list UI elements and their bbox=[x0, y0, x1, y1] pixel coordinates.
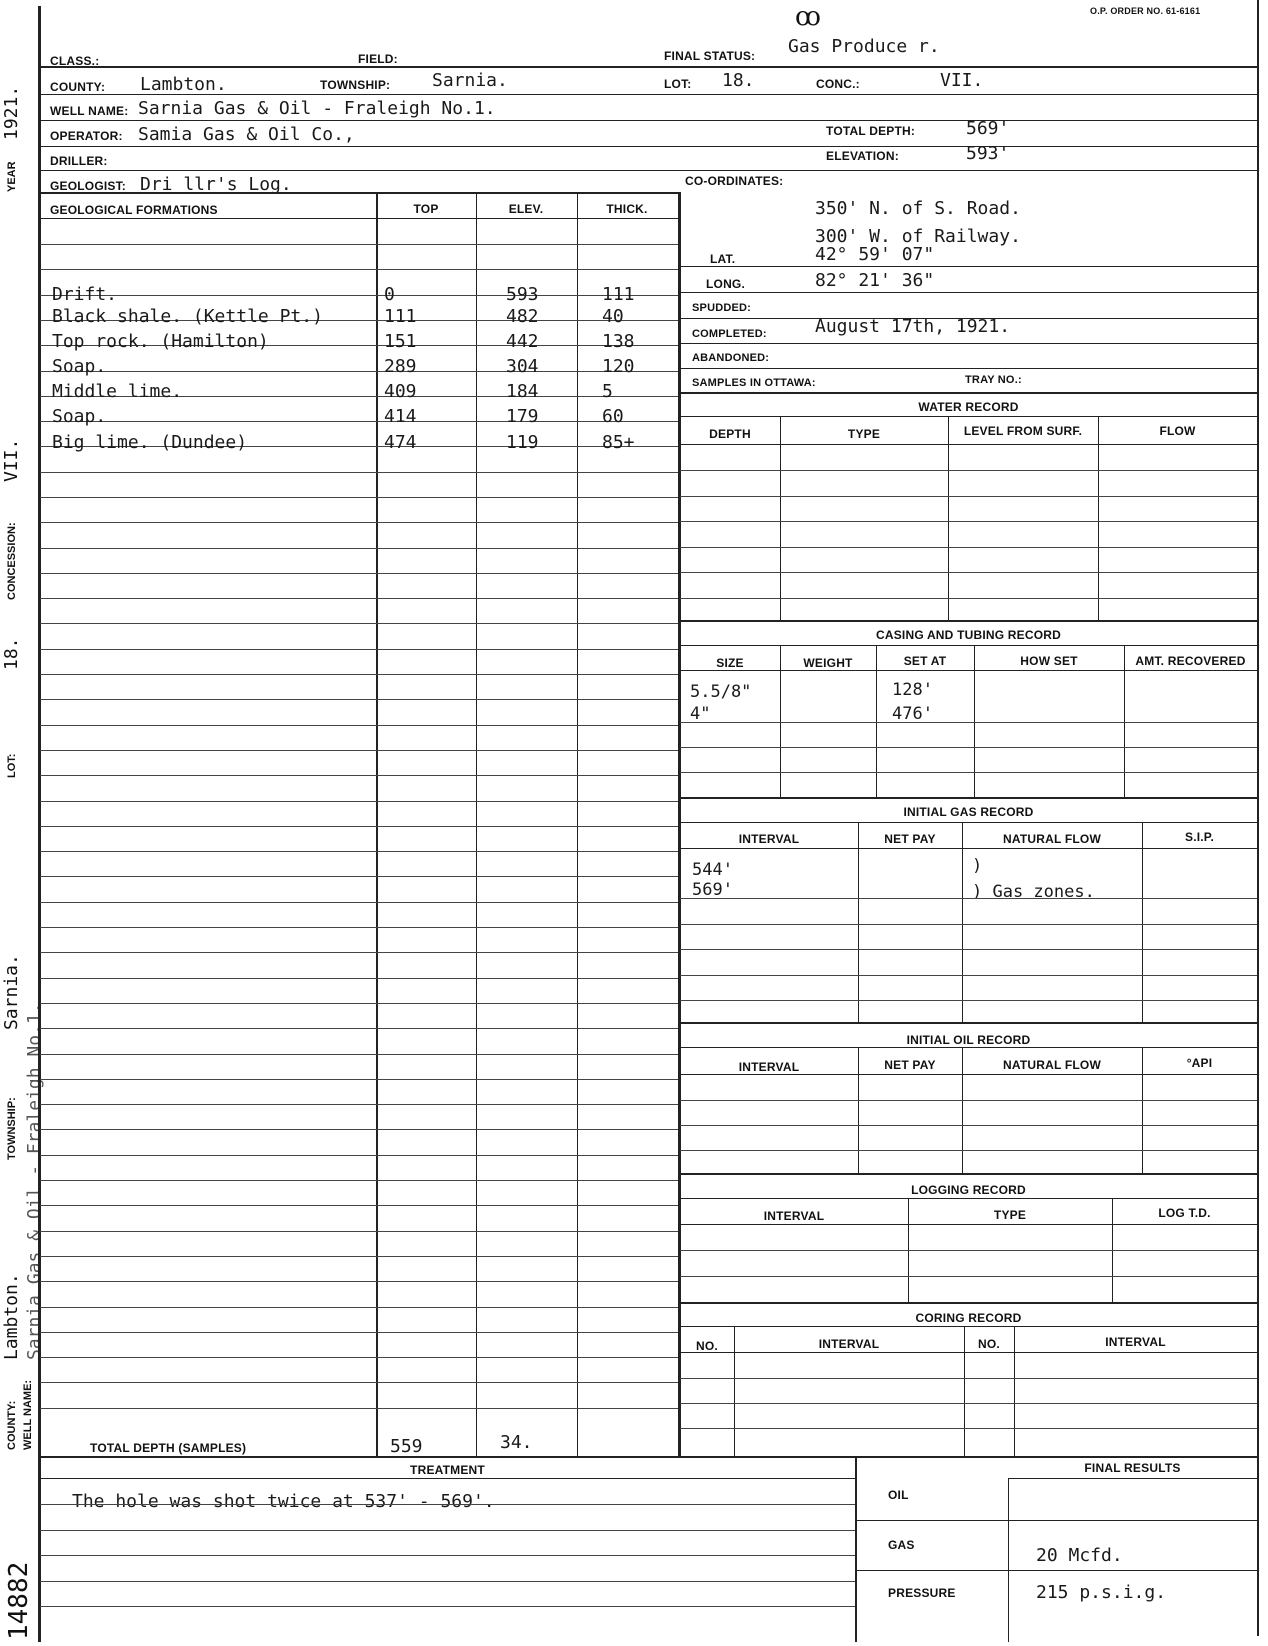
col-rule bbox=[1008, 1478, 1009, 1642]
ruled-line bbox=[680, 1276, 1257, 1277]
formation-top: 151 bbox=[384, 331, 417, 352]
rule bbox=[680, 416, 1257, 417]
col-rule bbox=[1142, 1047, 1143, 1173]
formation-elev: 593 bbox=[506, 284, 539, 305]
total-depth-value: 569' bbox=[966, 118, 1010, 139]
lat-label: LAT. bbox=[710, 252, 736, 266]
formations-elev-header: ELEV. bbox=[508, 202, 544, 216]
formation-elev: 184 bbox=[506, 381, 539, 402]
formations-header: GEOLOGICAL FORMATIONS bbox=[50, 203, 218, 217]
rule bbox=[680, 848, 1257, 849]
formation-top: 409 bbox=[384, 381, 417, 402]
col-rule bbox=[678, 192, 681, 1456]
ruled-line bbox=[40, 598, 678, 599]
formation-thick: 5 bbox=[602, 381, 613, 402]
coring-interval2-header: INTERVAL bbox=[1105, 1335, 1166, 1349]
formation-elev: 482 bbox=[506, 306, 539, 327]
ruled-line bbox=[40, 1231, 678, 1232]
ruled-line bbox=[680, 496, 1257, 497]
coring-no-header: NO. bbox=[696, 1339, 718, 1353]
ruled-line bbox=[680, 924, 1257, 925]
gas-sip-header: S.I.P. bbox=[1185, 830, 1214, 844]
oil-api-header: °API bbox=[1186, 1056, 1213, 1070]
ruled-line bbox=[40, 472, 678, 473]
final-results-title: FINAL RESULTS bbox=[1084, 1461, 1181, 1475]
col-rule bbox=[780, 416, 781, 620]
final-gas-label: GAS bbox=[888, 1538, 915, 1552]
casing-size: 5.5/8" bbox=[690, 682, 752, 702]
water-flow-header: FLOW bbox=[1159, 424, 1196, 438]
oil-flow-header: NATURAL FLOW bbox=[1003, 1058, 1101, 1072]
col-rule bbox=[962, 822, 963, 1022]
coring-no2-header: NO. bbox=[978, 1337, 1000, 1351]
conc-value: VII. bbox=[940, 70, 984, 91]
ruled-line bbox=[680, 1250, 1257, 1251]
casing-record-title: CASING AND TUBING RECORD bbox=[875, 628, 1062, 642]
county-label: COUNTY: bbox=[50, 80, 106, 94]
ruled-line bbox=[680, 1150, 1257, 1151]
margin-well-label: WELL NAME: bbox=[22, 1379, 34, 1450]
rule bbox=[680, 444, 1257, 445]
rule bbox=[40, 146, 1257, 147]
rule bbox=[680, 392, 1257, 394]
col-rule bbox=[948, 416, 949, 620]
formations-top-header: TOP bbox=[413, 202, 439, 216]
ruled-line bbox=[40, 952, 678, 953]
rule bbox=[1008, 1478, 1257, 1479]
formation-top: 0 bbox=[384, 284, 395, 305]
water-depth-header: DEPTH bbox=[709, 427, 751, 441]
margin-concession-value: VII. bbox=[1, 438, 22, 482]
col-rule bbox=[734, 1326, 735, 1456]
casing-size: 4" bbox=[690, 704, 711, 724]
well-name-value: Sarnia Gas & Oil - Fraleigh No.1. bbox=[138, 98, 496, 119]
margin-lot-label: LOT: bbox=[6, 753, 18, 778]
ruled-line bbox=[40, 775, 678, 776]
rule bbox=[680, 1224, 1257, 1225]
gas-netpay-header: NET PAY bbox=[884, 832, 936, 846]
formation-name: Big lime. (Dundee) bbox=[52, 432, 248, 453]
geologist-value: Dri llr's Log. bbox=[140, 174, 292, 195]
ruled-line bbox=[680, 521, 1257, 522]
ruled-line bbox=[40, 1530, 855, 1531]
ruled-line bbox=[680, 572, 1257, 573]
completed-label: COMPLETED: bbox=[692, 328, 767, 340]
final-status-label: FINAL STATUS: bbox=[664, 49, 756, 63]
elevation-label: ELEVATION: bbox=[826, 149, 899, 163]
ruled-line bbox=[40, 1281, 678, 1282]
margin-file-number: 14882 bbox=[4, 1561, 34, 1640]
header-rule bbox=[40, 66, 1257, 68]
ruled-line bbox=[40, 750, 678, 751]
ruled-line bbox=[40, 1028, 678, 1029]
township-value: Sarnia. bbox=[432, 70, 508, 91]
ruled-line bbox=[40, 269, 678, 270]
ruled-line bbox=[40, 623, 678, 624]
final-status-value: Gas Produce r. bbox=[788, 36, 940, 57]
ruled-line bbox=[680, 1100, 1257, 1101]
rule bbox=[680, 266, 1257, 267]
ruled-line bbox=[680, 722, 1257, 723]
margin-well-value: Sarnia Gas & Oil - Fraleigh No.1. bbox=[24, 1002, 45, 1360]
margin-concession-label: CONCESSION: bbox=[6, 522, 18, 600]
margin-lot-value: 18. bbox=[1, 637, 22, 670]
operator-value: Samia Gas & Oil Co., bbox=[138, 124, 355, 145]
ruled-line bbox=[40, 1003, 678, 1004]
ruled-line bbox=[40, 497, 678, 498]
formation-name: Black shale. (Kettle Pt.) bbox=[52, 306, 323, 327]
rule bbox=[680, 343, 1257, 344]
rule bbox=[40, 1478, 855, 1479]
casing-howset-header: HOW SET bbox=[1020, 654, 1078, 668]
logo-symbol: ꝏ bbox=[795, 2, 821, 32]
ruled-line bbox=[40, 1256, 678, 1257]
gas-interval-header: INTERVAL bbox=[738, 832, 800, 846]
total-depth-samples-label: TOTAL DEPTH (SAMPLES) bbox=[90, 1441, 247, 1455]
ruled-line bbox=[680, 598, 1257, 599]
rule bbox=[680, 368, 1257, 369]
oil-record-title: INITIAL OIL RECORD bbox=[906, 1033, 1031, 1047]
ruled-line bbox=[40, 1357, 678, 1358]
logging-td-header: LOG T.D. bbox=[1158, 1206, 1211, 1220]
ruled-line bbox=[40, 573, 678, 574]
margin-year-label: YEAR bbox=[6, 161, 18, 192]
gas-flow-header: NATURAL FLOW bbox=[1003, 832, 1101, 846]
casing-setat-header: SET AT bbox=[903, 654, 947, 668]
ruled-line bbox=[680, 1403, 1257, 1404]
elevation-value: 593' bbox=[966, 143, 1010, 164]
rule bbox=[680, 620, 1257, 622]
treatment-title: TREATMENT bbox=[410, 1463, 485, 1477]
rule bbox=[855, 1570, 1257, 1571]
oil-interval-header: INTERVAL bbox=[738, 1060, 800, 1074]
col-rule bbox=[1142, 822, 1143, 1022]
ruled-line bbox=[40, 371, 678, 372]
driller-label: DRILLER: bbox=[50, 154, 108, 168]
ruled-line bbox=[40, 1079, 678, 1080]
ruled-line bbox=[40, 522, 678, 523]
col-rule bbox=[855, 1456, 857, 1642]
total-depth-samples-elev: 34. bbox=[500, 1432, 533, 1453]
rule bbox=[40, 218, 680, 219]
ruled-line bbox=[40, 725, 678, 726]
ruled-line bbox=[40, 1205, 678, 1206]
ruled-line bbox=[40, 902, 678, 903]
ruled-line bbox=[680, 772, 1257, 773]
township-label: TOWNSHIP: bbox=[320, 78, 391, 92]
casing-size-header: SIZE bbox=[716, 656, 744, 670]
order-number: O.P. ORDER NO. 61-6161 bbox=[1090, 6, 1201, 16]
gas-record-title: INITIAL GAS RECORD bbox=[903, 805, 1034, 819]
formation-elev: 442 bbox=[506, 331, 539, 352]
ruled-line bbox=[40, 1155, 678, 1156]
ruled-line bbox=[680, 1000, 1257, 1001]
abandoned-label: ABANDONED: bbox=[692, 352, 770, 364]
water-level-header: LEVEL FROM SURF. bbox=[963, 424, 1083, 438]
margin-township-value: Sarnia. bbox=[1, 954, 22, 1030]
coring-interval-header: INTERVAL bbox=[818, 1337, 880, 1351]
rule bbox=[680, 1074, 1257, 1075]
margin-county-label: COUNTY: bbox=[6, 1400, 18, 1450]
gas-interval: 569' bbox=[692, 880, 733, 900]
final-gas-value: 20 Mcfd. bbox=[1036, 1545, 1123, 1566]
conc-label: CONC.: bbox=[816, 77, 860, 91]
water-type-header: TYPE bbox=[847, 427, 881, 441]
col-rule bbox=[577, 192, 578, 1456]
final-oil-label: OIL bbox=[888, 1488, 909, 1502]
rule bbox=[680, 645, 1257, 646]
formation-top: 289 bbox=[384, 356, 417, 377]
formation-top: 111 bbox=[384, 306, 417, 327]
lot-value: 18. bbox=[722, 70, 755, 91]
final-pressure-value: 215 p.s.i.g. bbox=[1036, 1582, 1167, 1603]
rule bbox=[40, 94, 1257, 95]
ruled-line bbox=[40, 1180, 678, 1181]
samples-label: SAMPLES IN OTTAWA: bbox=[692, 377, 816, 389]
col-rule bbox=[858, 1047, 859, 1173]
formation-thick: 120 bbox=[602, 356, 635, 377]
gas-interval: 544' bbox=[692, 860, 733, 880]
logging-record-title: LOGGING RECORD bbox=[911, 1183, 1026, 1197]
rule bbox=[40, 1456, 1257, 1458]
total-depth-samples-top: 559 bbox=[390, 1436, 423, 1457]
ruled-line bbox=[40, 1332, 678, 1333]
ruled-line bbox=[40, 295, 678, 296]
rule bbox=[855, 1520, 1257, 1521]
coordinates-line-1: 350' N. of S. Road. bbox=[815, 198, 1021, 219]
operator-label: OPERATOR: bbox=[50, 129, 123, 143]
lat-value: 42° 59' 07" bbox=[815, 244, 935, 265]
rule bbox=[680, 1173, 1257, 1175]
water-record-title: WATER RECORD bbox=[918, 400, 1019, 414]
formation-thick: 40 bbox=[602, 306, 624, 327]
right-border bbox=[1257, 0, 1259, 1636]
col-rule bbox=[964, 1326, 965, 1456]
col-rule bbox=[376, 192, 378, 1456]
ruled-line bbox=[40, 927, 678, 928]
formation-elev: 304 bbox=[506, 356, 539, 377]
rule bbox=[680, 292, 1257, 293]
ruled-line bbox=[40, 548, 678, 549]
formation-thick: 138 bbox=[602, 331, 635, 352]
rule bbox=[40, 192, 680, 194]
rule bbox=[680, 1326, 1257, 1327]
ruled-line bbox=[680, 747, 1257, 748]
ruled-line bbox=[680, 898, 1257, 899]
completed-value: August 17th, 1921. bbox=[815, 316, 1011, 337]
ruled-line bbox=[40, 1504, 855, 1505]
casing-set-at: 128' bbox=[892, 680, 933, 700]
margin-year-value: 1921. bbox=[1, 85, 22, 140]
ruled-line bbox=[40, 851, 678, 852]
rule bbox=[680, 797, 1257, 799]
ruled-line bbox=[40, 978, 678, 979]
ruled-line bbox=[40, 1382, 678, 1383]
formation-name: Soap. bbox=[52, 356, 107, 377]
county-value: Lambton. bbox=[140, 74, 227, 95]
col-rule bbox=[780, 645, 781, 797]
margin-county-value: Lambton. bbox=[1, 1273, 22, 1360]
geologist-label: GEOLOGIST: bbox=[50, 179, 127, 193]
oil-netpay-header: NET PAY bbox=[884, 1058, 936, 1072]
margin-township-label: TOWNSHIP: bbox=[6, 1097, 18, 1160]
ruled-line bbox=[40, 826, 678, 827]
field-label: FIELD: bbox=[358, 52, 398, 66]
casing-set-at: 476' bbox=[892, 704, 933, 724]
ruled-line bbox=[40, 244, 678, 245]
ruled-line bbox=[40, 1104, 678, 1105]
total-depth-label: TOTAL DEPTH: bbox=[826, 124, 916, 138]
ruled-line bbox=[40, 649, 678, 650]
col-rule bbox=[476, 192, 477, 1456]
coordinates-line-2: 300' W. of Railway. bbox=[815, 226, 1021, 247]
lot-label: LOT: bbox=[664, 77, 692, 91]
coring-record-title: CORING RECORD bbox=[915, 1311, 1022, 1325]
logging-type-header: TYPE bbox=[993, 1208, 1027, 1222]
formation-name: Soap. bbox=[52, 406, 107, 427]
gas-flow: ) Gas zones. bbox=[972, 882, 1095, 902]
gas-flow: ) bbox=[972, 856, 983, 876]
formation-top: 414 bbox=[384, 406, 417, 427]
rule bbox=[680, 1022, 1257, 1024]
ruled-line bbox=[40, 1606, 855, 1607]
ruled-line bbox=[40, 1408, 678, 1409]
formation-elev: 179 bbox=[506, 406, 539, 427]
ruled-line bbox=[680, 547, 1257, 548]
ruled-line bbox=[40, 421, 678, 422]
final-pressure-label: PRESSURE bbox=[888, 1586, 956, 1600]
long-value: 82° 21' 36" bbox=[815, 270, 935, 291]
formation-thick: 111 bbox=[602, 284, 635, 305]
ruled-line bbox=[40, 1307, 678, 1308]
ruled-line bbox=[680, 1125, 1257, 1126]
long-label: LONG. bbox=[706, 277, 745, 291]
formation-top: 474 bbox=[384, 432, 417, 453]
logging-interval-header: INTERVAL bbox=[763, 1209, 825, 1223]
col-rule bbox=[858, 822, 859, 1022]
ruled-line bbox=[680, 975, 1257, 976]
casing-weight-header: WEIGHT bbox=[803, 656, 853, 670]
ruled-line bbox=[40, 1054, 678, 1055]
class-label: CLASS.: bbox=[50, 54, 100, 68]
spudded-label: SPUDDED: bbox=[692, 302, 752, 314]
rule bbox=[40, 170, 1257, 171]
formation-name: Middle lime. bbox=[52, 381, 183, 402]
formation-elev: 119 bbox=[506, 432, 539, 453]
col-rule bbox=[876, 645, 877, 797]
ruled-line bbox=[680, 470, 1257, 471]
ruled-line bbox=[40, 1581, 855, 1582]
rule bbox=[680, 1047, 1257, 1048]
ruled-line bbox=[40, 876, 678, 877]
coordinates-label: CO-ORDINATES: bbox=[685, 174, 784, 188]
formations-thick-header: THICK. bbox=[606, 202, 648, 216]
left-border bbox=[38, 6, 41, 1642]
rule bbox=[680, 1352, 1257, 1353]
ruled-line bbox=[40, 801, 678, 802]
rule bbox=[680, 1198, 1257, 1199]
col-rule bbox=[1098, 416, 1099, 620]
ruled-line bbox=[680, 1378, 1257, 1379]
col-rule bbox=[974, 645, 975, 797]
casing-amt-header: AMT. RECOVERED bbox=[1135, 654, 1246, 668]
rule bbox=[680, 822, 1257, 823]
col-rule bbox=[1014, 1326, 1015, 1456]
ruled-line bbox=[40, 1129, 678, 1130]
formation-name: Top rock. (Hamilton) bbox=[52, 331, 269, 352]
ruled-line bbox=[680, 1428, 1257, 1429]
col-rule bbox=[1124, 645, 1125, 797]
treatment-text: The hole was shot twice at 537' - 569'. bbox=[72, 1491, 495, 1512]
formation-thick: 60 bbox=[602, 406, 624, 427]
rule bbox=[680, 1302, 1257, 1304]
well-name-label: WELL NAME: bbox=[50, 104, 129, 118]
col-rule bbox=[962, 1047, 963, 1173]
formation-thick: 85+ bbox=[602, 432, 635, 453]
rule bbox=[680, 670, 1257, 671]
formation-name: Drift. bbox=[52, 284, 118, 305]
tray-label: TRAY NO.: bbox=[965, 374, 1022, 386]
ruled-line bbox=[40, 674, 678, 675]
ruled-line bbox=[680, 949, 1257, 950]
ruled-line bbox=[40, 699, 678, 700]
rule bbox=[40, 120, 1257, 121]
ruled-line bbox=[40, 1555, 855, 1556]
